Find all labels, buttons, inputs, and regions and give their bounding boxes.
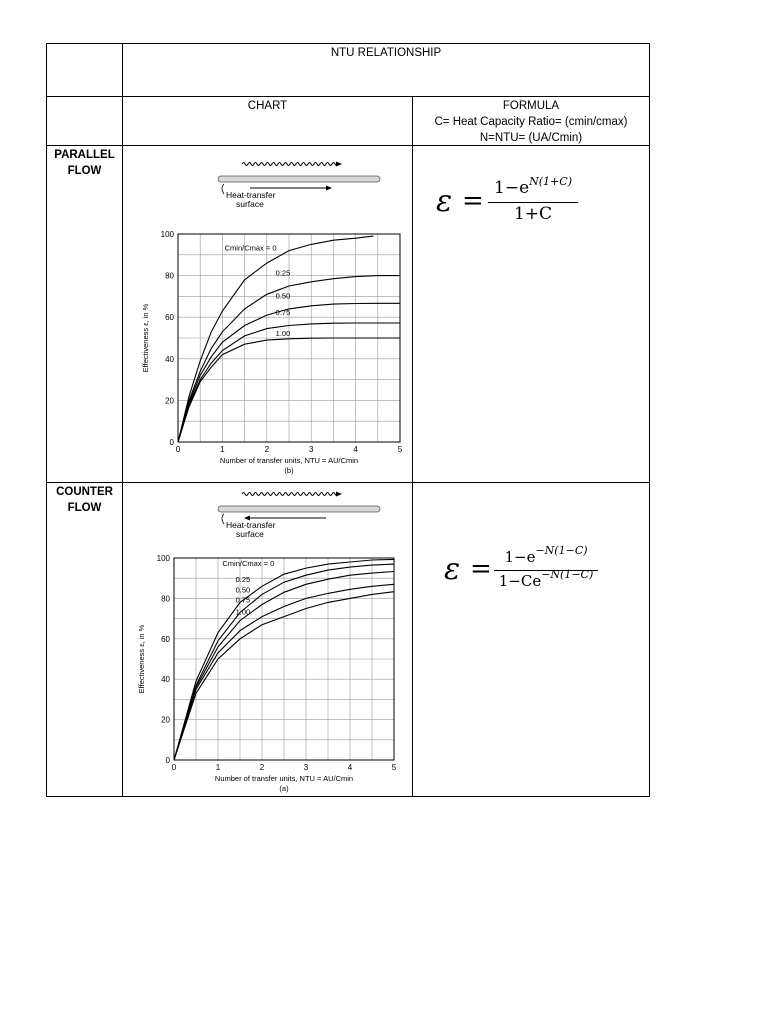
y-tick-label: 100: [156, 554, 170, 563]
x-tick-label: 1: [215, 763, 221, 772]
x-tick-label: 5: [397, 445, 403, 454]
series-label-0.75: 0.75: [235, 595, 251, 605]
x-tick-label: 1: [220, 445, 225, 454]
counter-denominator-exponent: −N(1−C): [541, 568, 594, 581]
hot-fluid-wavy-arrow: [242, 493, 338, 496]
row-label-counter: [47, 484, 122, 516]
formula-header-c-def: C= Heat Capacity Ratio= (cmin/cmax): [434, 116, 628, 128]
epsilon-symbol: ε: [444, 552, 461, 587]
counter-denominator-base: 1−Ce: [498, 572, 542, 590]
x-tick-label: 4: [353, 445, 358, 454]
table-row-divider-3: [46, 482, 650, 483]
x-tick-label: 2: [259, 763, 265, 772]
table-title: NTU RELATIONSHIP: [330, 47, 442, 59]
row-label-parallel: [47, 147, 122, 179]
y-tick-label: 60: [161, 634, 170, 644]
formula-header-title: FORMULA: [502, 100, 560, 112]
series-label-0.25: 0.25: [275, 268, 291, 278]
counter-flow-chart: [130, 484, 412, 796]
surface-label-leader: [222, 514, 224, 524]
x-tick-label: 2: [264, 445, 270, 454]
series-label-0.50: 0.50: [235, 585, 251, 595]
surface-label-line2: surface: [236, 199, 264, 209]
parallel-flow-formula: [436, 176, 596, 236]
surface-label-line1: Heat-transfer: [226, 520, 276, 530]
table-border-top: [46, 43, 650, 44]
row-label-parallel-line1: PARALLEL: [54, 149, 115, 161]
chart-caption: (b): [284, 466, 294, 475]
series-label-0: Cmin/Cmax = 0: [224, 243, 277, 253]
y-tick-label: 0: [169, 438, 174, 447]
parallel-numerator-base: 1−e: [494, 178, 530, 198]
y-tick-label: 40: [161, 675, 170, 685]
heat-transfer-surface-bar: [218, 506, 380, 512]
formula-header-n-def: N=NTU= (UA/Cmin): [479, 132, 583, 144]
x-tick-label: 0: [171, 763, 177, 772]
counter-denominator: [494, 568, 598, 590]
table-col-divider-2: [412, 96, 413, 797]
counter-fraction: [494, 544, 598, 600]
cold-fluid-arrowhead: [326, 186, 332, 191]
surface-label-line2: surface: [236, 529, 264, 539]
y-axis-label: Effectiveness ε, in %: [137, 624, 146, 694]
x-tick-label: 0: [175, 445, 181, 454]
chart-header: CHART: [247, 100, 288, 112]
equals-sign: =: [470, 554, 492, 584]
x-tick-label: 3: [303, 763, 309, 772]
surface-label-line1: Heat-transfer: [226, 190, 276, 200]
y-tick-label: 20: [161, 715, 170, 725]
table-border-bottom: [46, 796, 650, 797]
counter-flow-formula: [444, 544, 614, 604]
hot-fluid-arrowhead: [336, 162, 342, 167]
table-row-divider-1: [46, 96, 650, 97]
row-label-parallel-line2: FLOW: [67, 165, 102, 177]
table-border-right: [649, 43, 650, 797]
epsilon-symbol: ε: [436, 184, 453, 219]
formula-header: [413, 98, 649, 146]
x-tick-label: 5: [391, 763, 397, 772]
series-label-0.50: 0.50: [275, 291, 291, 301]
y-tick-label: 80: [161, 594, 170, 604]
chart-caption: (a): [279, 784, 289, 793]
y-tick-label: 40: [165, 354, 174, 364]
counter-flow-chart-svg: [130, 484, 412, 796]
tick-labels: [161, 230, 403, 454]
x-tick-label: 4: [347, 763, 353, 772]
series-label-1.00: 1.00: [275, 328, 291, 338]
flow-diagram: [218, 492, 380, 540]
y-tick-label: 20: [165, 396, 174, 406]
row-label-counter-line2: FLOW: [67, 502, 102, 514]
parallel-numerator: [488, 175, 578, 198]
series-label-0: Cmin/Cmax = 0: [222, 559, 275, 569]
row-label-counter-line1: COUNTER: [56, 486, 113, 498]
parallel-fraction: [488, 176, 578, 232]
surface-label-leader: [222, 184, 224, 194]
y-tick-label: 0: [165, 756, 170, 765]
parallel-flow-chart-svg: [130, 148, 412, 482]
hot-fluid-wavy-arrow: [242, 163, 338, 166]
fraction-bar: [488, 202, 578, 203]
series-labels: [225, 244, 291, 338]
counter-numerator-exponent: −N(1−C): [535, 544, 588, 557]
flow-diagram: [218, 162, 380, 210]
hot-fluid-arrowhead: [336, 492, 342, 497]
heat-transfer-surface-bar: [218, 176, 380, 182]
y-tick-label: 100: [160, 230, 174, 239]
y-axis-label: Effectiveness ε, in %: [141, 303, 150, 373]
parallel-numerator-exponent: N(1+C): [529, 175, 572, 188]
x-axis-label: Number of transfer units, NTU = AU/Cmin: [214, 774, 354, 783]
y-tick-label: 60: [165, 313, 174, 323]
counter-numerator: [494, 544, 598, 566]
series-label-0.25: 0.25: [235, 575, 251, 585]
x-axis-label: Number of transfer units, NTU = AU/Cmin: [219, 456, 359, 465]
parallel-denominator: 1+C: [513, 204, 553, 224]
table-col-divider-1: [122, 43, 123, 797]
parallel-flow-chart: [130, 148, 412, 482]
series-label-0.75: 0.75: [275, 308, 291, 318]
counter-numerator-base: 1−e: [504, 548, 536, 566]
series-label-1.00: 1.00: [235, 607, 251, 617]
x-tick-label: 3: [308, 445, 314, 454]
equals-sign: =: [462, 186, 484, 216]
series-labels: [222, 559, 274, 616]
y-tick-label: 80: [165, 271, 174, 281]
